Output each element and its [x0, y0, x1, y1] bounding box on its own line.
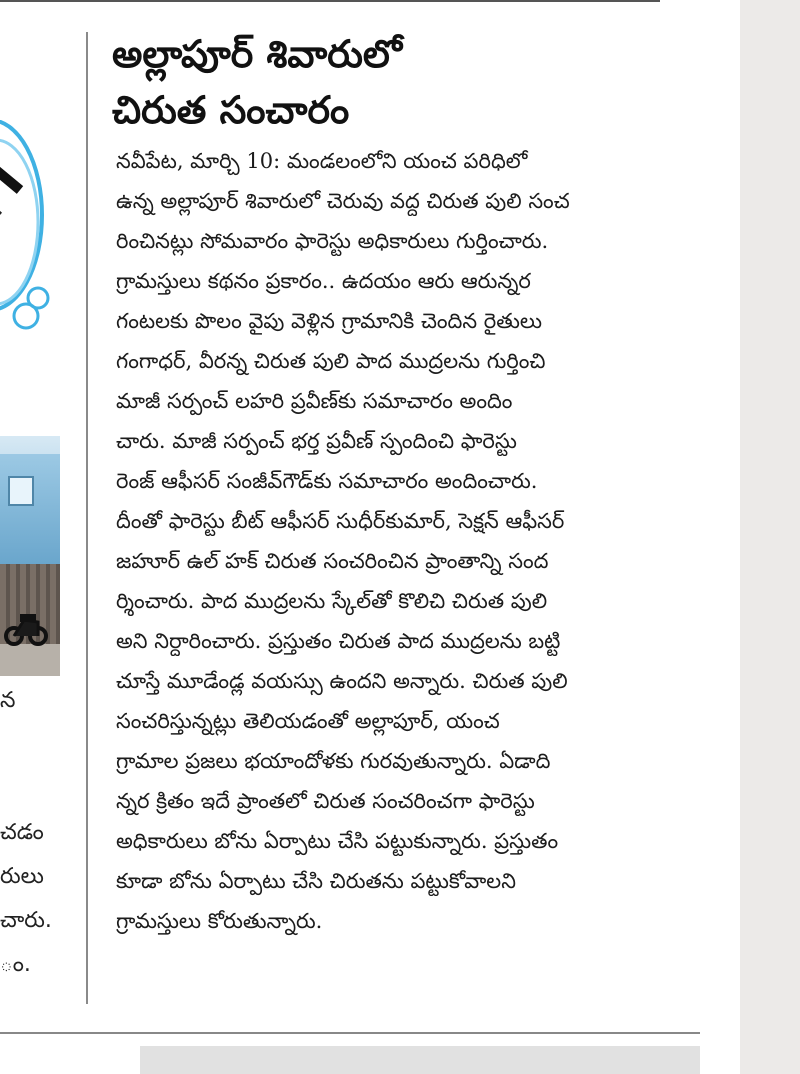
- article-body-line: రించినట్లు సోమవారం ఫారెస్టు అధికారులు గుర్తించారు.: [116, 229, 549, 253]
- adjacent-text-fragment: రులు: [0, 864, 44, 889]
- article-body-line: చారు. మాజీ సర్పంచ్ భర్త ప్రవీణ్ స్పందించి ఫారెస్టు: [116, 429, 517, 453]
- article-body-line: గంగాధర్, వీరన్న చిరుత పులి పాద ముద్రలను గుర్తించి: [116, 349, 546, 373]
- article-body-line: అని నిర్ధారించారు. ప్రస్తుతం చిరుత పాద ముద్రలను బట్టి: [116, 629, 561, 653]
- column-divider: [86, 32, 88, 1004]
- article-body-line: న్నర క్రితం ఇదే ప్రాంతలో చిరుత సంచరించగా ఫారెస్టు: [116, 789, 535, 813]
- adjacent-text-fragment: ం.: [0, 952, 31, 977]
- article-body-line: నవీపేట, మార్చి 10: మండలంలోని యంచ పరిధిలో: [116, 149, 528, 173]
- article-body-line: ర్శించారు. పాద ముద్రలను స్కేల్‌తో కొలిచి చిరుత పులి: [116, 589, 548, 613]
- article-body-line: దీంతో ఫారెస్టు బీట్ ఆఫీసర్ సుధీర్‌కుమార్, సెక్షన్ ఆఫీసర్: [116, 509, 565, 533]
- top-divider: [0, 0, 660, 2]
- article-body-line: మాజీ సర్పంచ్ లహరి ప్రవీణ్‌కు సమాచారం అందిం: [116, 389, 513, 413]
- article-body-line: జహూర్ ఉల్ హక్ చిరుత సంచరించిన ప్రాంతాన్ని సంద: [116, 549, 549, 573]
- article-body-line: చూస్తే మూడేండ్ల వయస్సు ఉందని అన్నారు. చిరుత పులి: [116, 669, 568, 693]
- next-article-heading-box: [140, 1046, 700, 1074]
- village-photo: [0, 436, 60, 676]
- article-body-line: సంచరిస్తున్నట్లు తెలియడంతో అల్లాపూర్, యంచ: [116, 709, 500, 733]
- article-body-line: గ్రామస్తులు కోరుతున్నారు.: [116, 909, 323, 933]
- motorbike-icon: [2, 606, 48, 646]
- adjacent-text-fragment: చడం: [0, 820, 44, 845]
- page-margin: [740, 0, 800, 1074]
- adjacent-text-fragment: చారు.: [0, 908, 52, 933]
- article-headline-line-1: అల్లాపూర్ శివారులో: [112, 32, 403, 76]
- bottom-divider: [0, 1032, 700, 1034]
- article-body-line: ఉన్న అల్లాపూర్ శివారులో చెరువు వద్ద చిరుత పులి సంచ: [116, 189, 570, 213]
- article-headline-line-2: చిరుత సంచారం: [112, 88, 350, 132]
- article-body-line: రెంజ్ ఆఫీసర్ సంజీవ్‌గౌడ్‌కు సమాచారం అందించారు.: [116, 469, 538, 493]
- decorative-ring-graphic: [0, 120, 80, 360]
- article-body-line: అధికారులు బోను ఏర్పాటు చేసి పట్టుకున్నారు. ప్రస్తుతం: [116, 829, 559, 853]
- adjacent-article-column: [0, 0, 84, 1074]
- article-body-line: గ్రామస్తులు కథనం ప్రకారం.. ఉదయం ఆరు ఆరున్నర: [116, 269, 531, 293]
- next-adjacent-fragment: [0, 1046, 84, 1074]
- adjacent-text-fragment: న: [0, 688, 16, 713]
- article-body-line: గ్రామాల ప్రజలు భయాందోళకు గురవుతున్నారు. ఏడాది: [116, 749, 551, 773]
- article-body-line: కూడా బోను ఏర్పాటు చేసి చిరుతను పట్టుకోవాలని: [116, 869, 516, 893]
- article-body-line: గంటలకు పొలం వైపు వెళ్లిన గ్రామానికి చెందిన రైతులు: [116, 309, 543, 333]
